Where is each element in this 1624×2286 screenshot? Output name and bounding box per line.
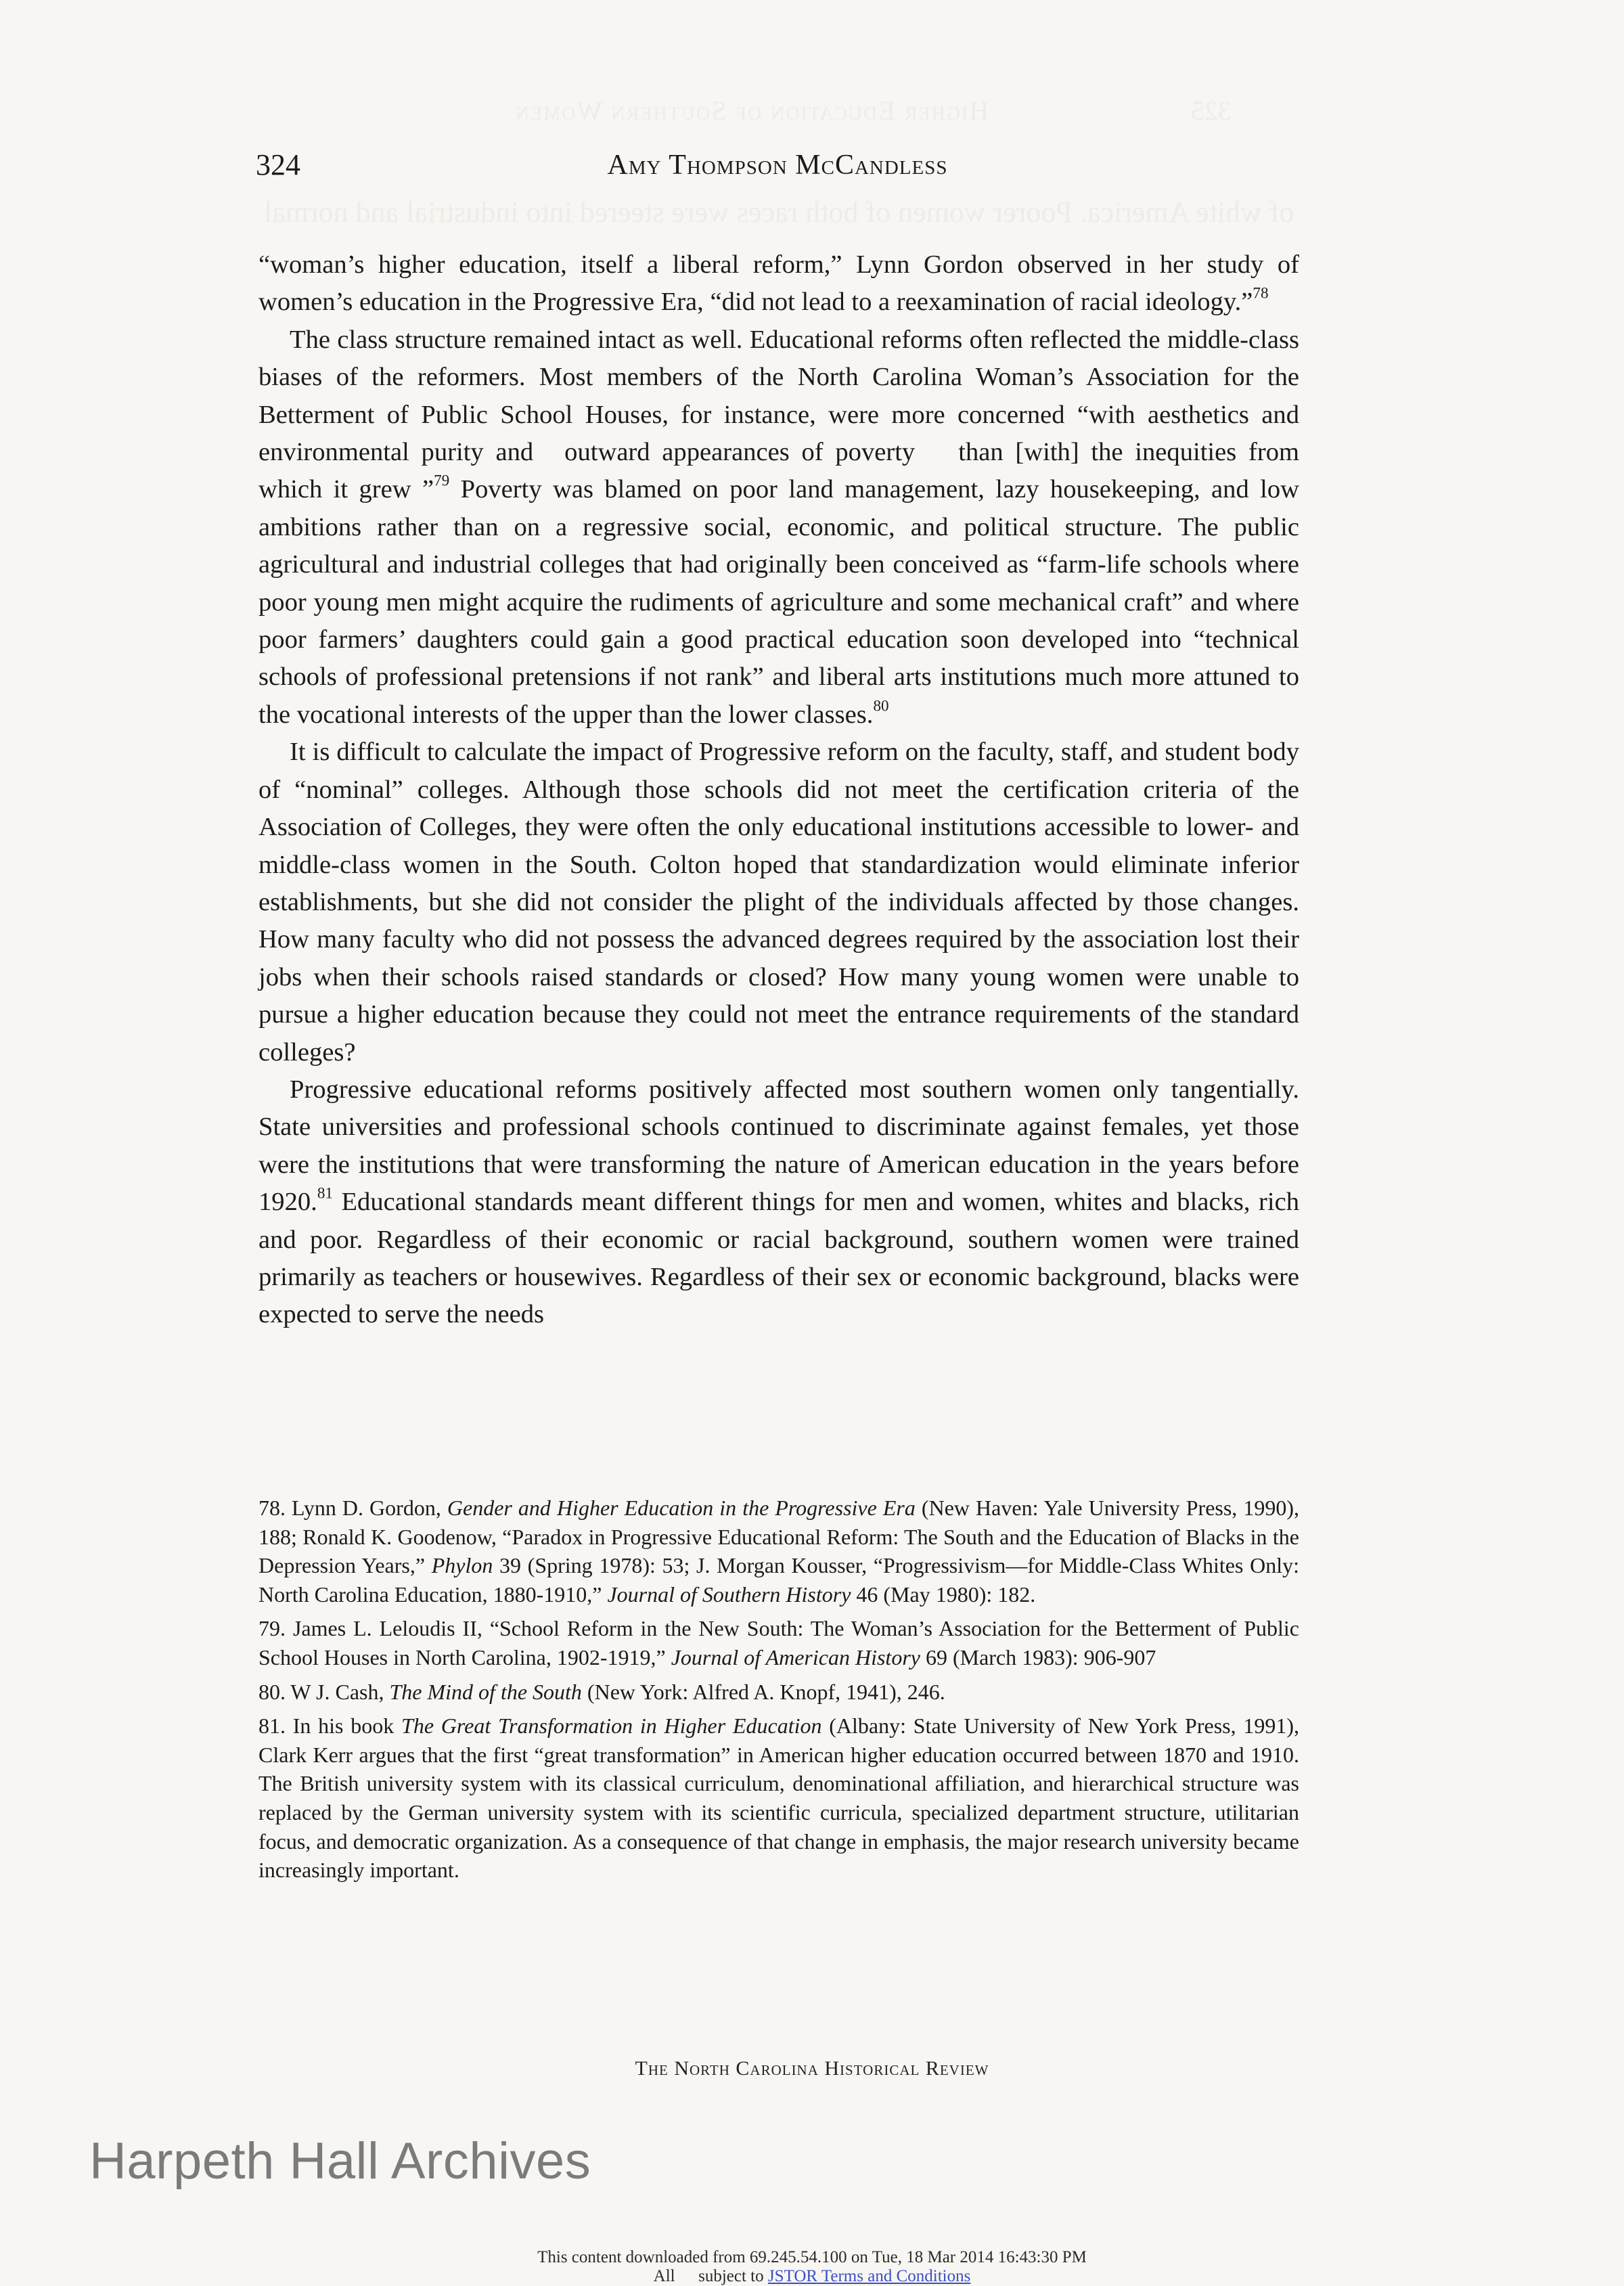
- paragraph: [258, 1071, 1299, 1334]
- bleed-through-running-head: Higher Education of Southern Women: [514, 95, 989, 126]
- archive-watermark: Harpeth Hall Archives: [89, 2132, 591, 2190]
- text-run: “woman’s higher education, itself a liberal reform,” Lynn Gordon observed in her study of women’s education in the Progressive Era, “did not lead to a reexamination of racial ideology.”: [258, 250, 1299, 317]
- text-run: The class structure remained intact as well. Educational reforms often reflected the middle-class biases of the reformers. Most members of the North Carolina Woman’s Association for the Betterment of Public School Houses, for instance, were more concerned “with aesthetics and environmental purity and: [258, 325, 1299, 467]
- footnote: [258, 1614, 1299, 1672]
- jstor-terms-link[interactable]: JSTOR Terms and Conditions: [767, 2267, 971, 2285]
- italic-title: Journal of American History: [671, 1644, 920, 1669]
- italic-title: The Mind of the South: [389, 1679, 582, 1704]
- running-head: [256, 148, 1299, 188]
- footnote-reference: 79: [434, 472, 450, 491]
- text-run: 80. W J. Cash,: [258, 1679, 390, 1704]
- terms-notice: [0, 2267, 1624, 2286]
- text-run: 39 (Spring 1978): 53; J. Morgan Kousser, “Progressivism—for Middle-Class Whites Only: North Carolina Education, 1880-1910,”: [258, 1553, 1300, 1607]
- body-text: [258, 246, 1299, 1334]
- download-notice: This content downloaded from 69.245.54.100 on Tue, 18 Mar 2014 16:43:30 PM: [537, 2248, 1087, 2266]
- text-run: than [with] the inequities from which it grew ”: [258, 438, 1299, 504]
- italic-title: Gender and Higher Education in the Progressive Era: [447, 1496, 916, 1520]
- journal-title-footer: The North Carolina Historical Review: [635, 2057, 989, 2080]
- text-run: 81. In his book: [258, 1713, 402, 1739]
- italic-title: Phylon: [431, 1553, 493, 1578]
- text-run: 78. Lynn D. Gordon,: [258, 1496, 447, 1520]
- footnote-reference: 80: [873, 697, 889, 715]
- text-run: (New York: Alfred A. Knopf, 1941), 246.: [581, 1679, 945, 1704]
- text-run: It is difficult to calculate the impact of Progressive reform on the faculty, staff, and student body of “nominal” colleges. Although those schools did not meet the certification criteria of the Association of Colleges, they were often the only educational institutions accessible to lower- and middle-class women in the South. Colton hoped that standardization would eliminate inferior establishments, but she did not consider the plight of the individuals affected by those changes. How many faculty who did not possess the advanced degrees required by the association lost their jobs when their schools raised standards or closed? How many young women were unable to pursue a higher education because they could not meet the entrance requirements of the standard colleges?: [258, 738, 1299, 1067]
- footnote: [258, 1494, 1299, 1609]
- running-head-author: Amy Thompson McCandless: [607, 150, 948, 181]
- italic-title: The Great Transformation in Higher Education: [401, 1713, 822, 1739]
- text-run: outward appearances of poverty: [564, 438, 916, 467]
- paragraph: [258, 321, 1299, 734]
- text-run: Poverty was blamed on poor land management, lazy housekeeping, and low ambitions rather than on a regressive social, economic, and political structure. The public agricultural and industrial colleges that had originally been conceived as “farm-life schools where poor young men might acquire the rudiments of agriculture and some mechanical craft” and where poor farmers’ daughters could gain a good practical education soon developed into “technical schools of professional pretensions if not rank” and liberal arts institutions much more attuned to the vocational interests of the upper than the lower classes.: [258, 475, 1299, 729]
- text-run: Educational standards meant different things for men and women, whites and blacks, rich and poor. Regardless of their economic or racial background, southern women were trained primarily as teachers or housewives. Regardless of their sex or economic background, blacks were expected to serve the needs: [258, 1188, 1299, 1329]
- text-run: 79. James L. Leloudis II, “School Reform in the New South: The Woman’s Association for the Betterment of Public School Houses in North Carolina, 1902-1919,”: [258, 1616, 1299, 1669]
- footnote-reference: 81: [317, 1184, 333, 1203]
- footnote: [258, 1678, 1299, 1707]
- bleed-through-page-number: 325: [1191, 95, 1232, 126]
- paragraph: [258, 734, 1299, 1071]
- italic-title: Journal of Southern History: [607, 1582, 851, 1607]
- text-run: 46 (May 1980): 182.: [851, 1582, 1036, 1607]
- page-number: 324: [256, 148, 300, 181]
- text-run: 69 (March 1983): 906-907: [920, 1644, 1156, 1669]
- footnotes: [258, 1494, 1299, 1890]
- bleed-through-text: of white America. Poorer women of both races were steered into industrial and normal: [264, 196, 1294, 229]
- terms-notice-middle: subject to: [698, 2267, 764, 2285]
- paragraph: [258, 246, 1299, 321]
- footnote-reference: 78: [1253, 285, 1269, 303]
- text-run: (Albany: State University of New York Press, 1991), Clark Kerr argues that the first “great transformation” in American higher education occurred between 1870 and 1910. The British university system with its classical curriculum, denominational affiliation, and hierarchical structure was replaced by the German university system with its scientific curricula, specialized department structure, utilitarian focus, and democratic organization. As a consequence of that change in emphasis, the major research university became increasingly important.: [258, 1713, 1300, 1883]
- text-run: Progressive educational reforms positively affected most southern women only tangentially. State universities and professional schools continued to discriminate against females, yet those were the institutions that were transforming the nature of American education in the years before 1920.: [258, 1075, 1299, 1217]
- terms-notice-prefix: All: [653, 2267, 675, 2285]
- footnote: [258, 1711, 1299, 1885]
- text-run: (New Haven: Yale University Press, 1990), 188; Ronald K. Goodenow, “Paradox in Progressive Educational Reform: The South and the Education of Blacks in the Depression Years,”: [258, 1496, 1300, 1578]
